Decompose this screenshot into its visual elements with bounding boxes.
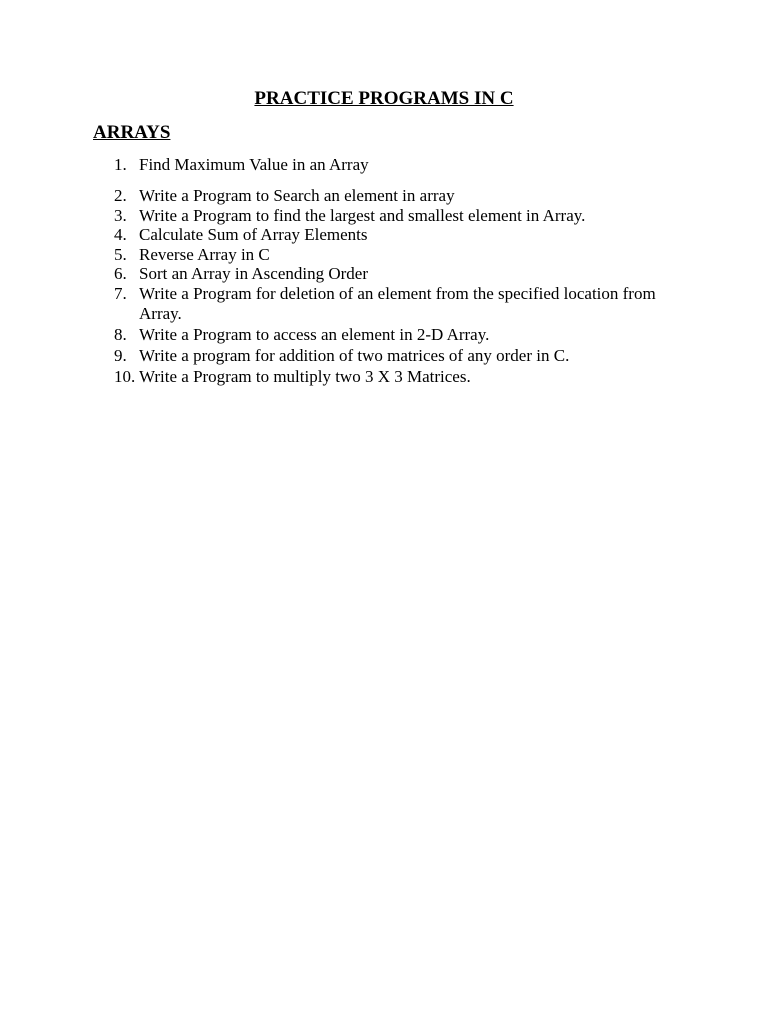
list-item-text: Find Maximum Value in an Array (139, 155, 369, 174)
list-item-text: Write a Program to Search an element in array (139, 186, 455, 205)
list-item-text: Write a Program to access an element in 2-D Array. (139, 325, 490, 344)
list-item-text: Sort an Array in Ascending Order (139, 264, 368, 283)
list-item-number: 9. (114, 346, 127, 365)
list-item-number: 5. (114, 244, 127, 264)
list-item-number: 10. (114, 367, 136, 386)
list-item-number: 8. (114, 325, 127, 344)
list-item-text: Write a program for addition of two matrices of any order in C. (139, 346, 570, 365)
section-heading: ARRAYS (93, 122, 171, 143)
page-title: PRACTICE PROGRAMS IN C (254, 88, 514, 109)
list-item-number: 7. (114, 284, 127, 303)
list-item-text: Write a Program for deletion of an element from the specified location from Array. (139, 284, 656, 323)
list-item-number: 3. (114, 205, 127, 225)
list-item-number: 2. (114, 186, 127, 205)
list-item-text: Reverse Array in C (139, 244, 270, 264)
list-item-number: 1. (114, 155, 127, 174)
list-item-number: 6. (114, 264, 127, 283)
list-item-text: Write a Program to multiply two 3 X 3 Matrices. (139, 367, 471, 386)
list-item-number: 4. (114, 225, 127, 244)
list-item-text: Write a Program to find the largest and smallest element in Array. (139, 205, 586, 225)
list-item-text: Calculate Sum of Array Elements (139, 225, 368, 244)
